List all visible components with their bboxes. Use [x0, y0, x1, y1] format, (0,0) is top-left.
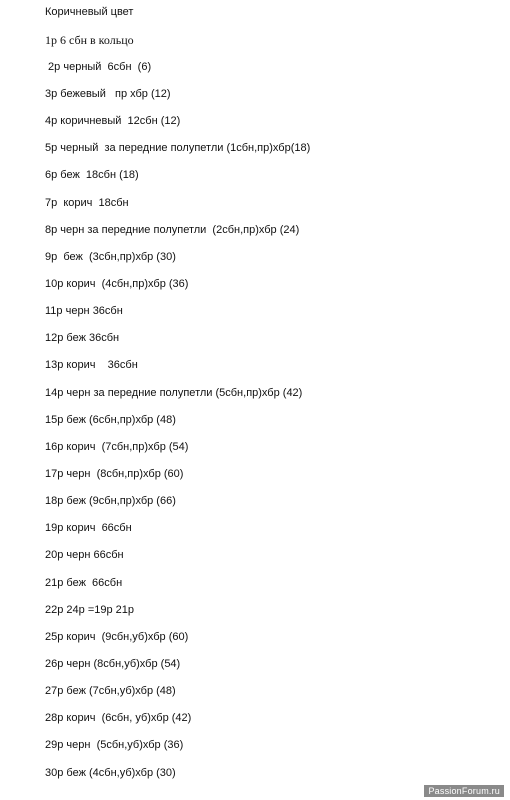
watermark: PassionForum.ru — [424, 785, 504, 797]
row-line: 29р черн (5сбн,уб)хбр (36) — [45, 739, 184, 751]
row-line: 25р корич (9сбн,уб)хбр (60) — [45, 631, 189, 643]
row-line: 3р бежевый пр хбр (12) — [45, 88, 171, 100]
row-line: 11р черн 36сбн — [45, 305, 123, 317]
row-line: 21р беж 66сбн — [45, 577, 123, 589]
row-line: 19р корич 66сбн — [45, 522, 132, 534]
row-line: 5р черный за передние полупетли (1сбн,пр)хбр(18) — [45, 142, 311, 154]
row-line: 16р корич (7сбн,пр)хбр (54) — [45, 441, 189, 453]
row-line: 9р беж (3сбн,пр)хбр (30) — [45, 251, 176, 263]
row-line: 7р корич 18сбн — [45, 197, 129, 209]
row-line: 14р черн за передние полупетли (5сбн,пр)хбр (42) — [45, 387, 303, 399]
document-heading: Коричневый цвет — [45, 6, 134, 18]
row-line: 17р черн (8сбн,пр)хбр (60) — [45, 468, 184, 480]
row-line: 18р беж (9сбн,пр)хбр (66) — [45, 495, 176, 507]
row-line: 30р беж (4сбн,уб)хбр (30) — [45, 767, 176, 779]
row-line: 8р черн за передние полупетли (2сбн,пр)хбр (24) — [45, 224, 300, 236]
row-line: 27р беж (7сбн,уб)хбр (48) — [45, 685, 176, 697]
row-line: 28р корич (6сбн, уб)хбр (42) — [45, 712, 192, 724]
row-line: 4р коричневый 12сбн (12) — [45, 115, 181, 127]
row-line: 1р 6 сбн в кольцо — [45, 33, 134, 47]
row-line: 10р корич (4сбн,пр)хбр (36) — [45, 278, 189, 290]
row-line: 20р черн 66сбн — [45, 549, 124, 561]
row-line: 13р корич 36сбн — [45, 359, 138, 371]
row-line: 15р беж (6сбн,пр)хбр (48) — [45, 414, 176, 426]
row-line: 2р черный 6сбн (6) — [45, 61, 152, 73]
row-line: 6р беж 18сбн (18) — [45, 169, 139, 181]
row-line: 12р беж 36сбн — [45, 332, 120, 344]
row-line: 22р 24р =19р 21р — [45, 604, 135, 616]
row-line: 26р черн (8сбн,уб)хбр (54) — [45, 658, 181, 670]
